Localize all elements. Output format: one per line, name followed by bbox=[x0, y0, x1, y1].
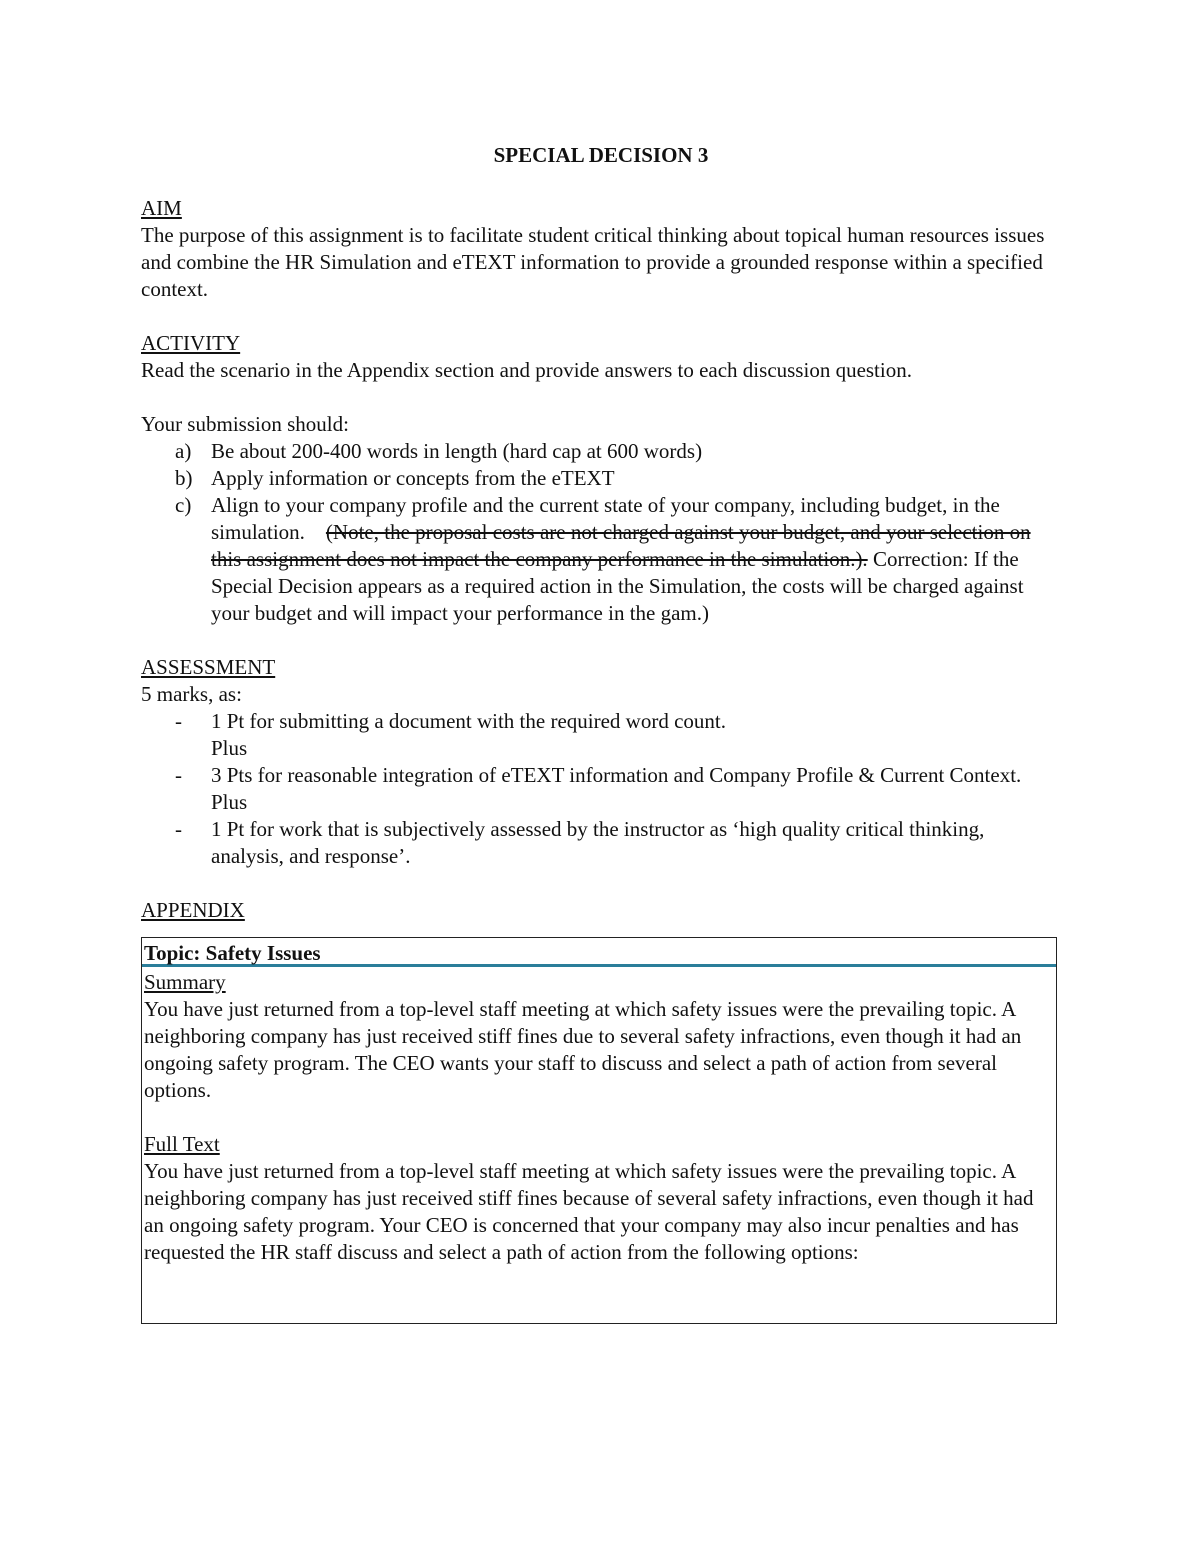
activity-text: Read the scenario in the Appendix section and provide answers to each discussion question. bbox=[141, 358, 912, 382]
submission-list bbox=[141, 438, 1061, 627]
list-item bbox=[141, 762, 1061, 816]
appendix-section bbox=[141, 897, 1061, 1324]
correction-text: Correction: If the Special Decision appears as a required action in the Simulation, the costs will be charged against your budget and will impact your performance in the gam.) bbox=[211, 547, 1024, 625]
list-marker: - bbox=[175, 763, 182, 787]
list-marker: c) bbox=[175, 493, 192, 517]
appendix-box bbox=[141, 937, 1057, 1324]
assessment-section bbox=[141, 654, 1061, 870]
full-text-label: Full Text bbox=[144, 1132, 220, 1156]
aim-section bbox=[141, 195, 1061, 303]
plus-text: Plus bbox=[211, 736, 248, 760]
full-text: You have just returned from a top-level staff meeting at which safety issues were the prevailing topic. A neighboring company has just received stiff fines because of several safety infractions, even though it had an ongoing safety program. Your CEO is concerned that your company may also incur penalties and has requested the HR staff discuss and select a path of action from the following options: bbox=[144, 1159, 1034, 1264]
assessment-intro: 5 marks, as: bbox=[141, 682, 242, 706]
assessment-list bbox=[141, 708, 1061, 870]
activity-heading: ACTIVITY bbox=[141, 331, 241, 355]
document-title: SPECIAL DECISION 3 bbox=[493, 143, 709, 167]
appendix-heading: APPENDIX bbox=[141, 898, 245, 922]
list-marker: - bbox=[175, 817, 182, 841]
activity-section bbox=[141, 330, 1061, 627]
list-item bbox=[141, 708, 1061, 762]
list-item-text: 1 Pt for work that is subjectively assessed by the instructor as ‘high quality critical thinking, analysis, and response’. bbox=[211, 817, 985, 868]
topic-header: Topic: Safety Issues bbox=[142, 938, 1056, 967]
list-item bbox=[141, 465, 1061, 492]
list-item-text: 3 Pts for reasonable integration of eTEXT information and Company Profile & Current Context. bbox=[211, 763, 1022, 787]
list-marker: b) bbox=[175, 466, 193, 490]
summary-text: You have just returned from a top-level staff meeting at which safety issues were the prevailing topic. A neighboring company has just received stiff fines due to several safety infractions, even though it had an ongoing safety program. The CEO wants your staff to discuss and select a path of action from several options. bbox=[144, 997, 1022, 1102]
list-item-text: Be about 200-400 words in length (hard cap at 600 words) bbox=[211, 439, 703, 463]
aim-text: The purpose of this assignment is to facilitate student critical thinking about topical human resources issues and combine the HR Simulation and eTEXT information to provide a grounded response within a specified context. bbox=[141, 223, 1045, 301]
aim-heading: AIM bbox=[141, 196, 182, 220]
plus-text: Plus bbox=[211, 790, 248, 814]
summary-label: Summary bbox=[144, 970, 226, 994]
list-item-text: Align to your company profile and the current state of your company, including budget, in the simulation. bbox=[211, 493, 1000, 544]
list-item-text: 1 Pt for submitting a document with the required word count. bbox=[211, 709, 726, 733]
document-page bbox=[141, 142, 1061, 1324]
list-item bbox=[141, 492, 1061, 627]
list-item bbox=[141, 816, 1061, 870]
submission-intro: Your submission should: bbox=[141, 412, 349, 436]
appendix-box-body bbox=[142, 967, 1056, 1266]
struck-note: (Note, the proposal costs are not charged against your budget, and your selection on this assignment does not impact the company performance in the simulation.). bbox=[211, 520, 1031, 571]
list-item-text: Apply information or concepts from the eTEXT bbox=[211, 466, 615, 490]
list-marker: a) bbox=[175, 439, 192, 463]
list-item bbox=[141, 438, 1061, 465]
assessment-heading: ASSESSMENT bbox=[141, 655, 276, 679]
list-marker: - bbox=[175, 709, 182, 733]
